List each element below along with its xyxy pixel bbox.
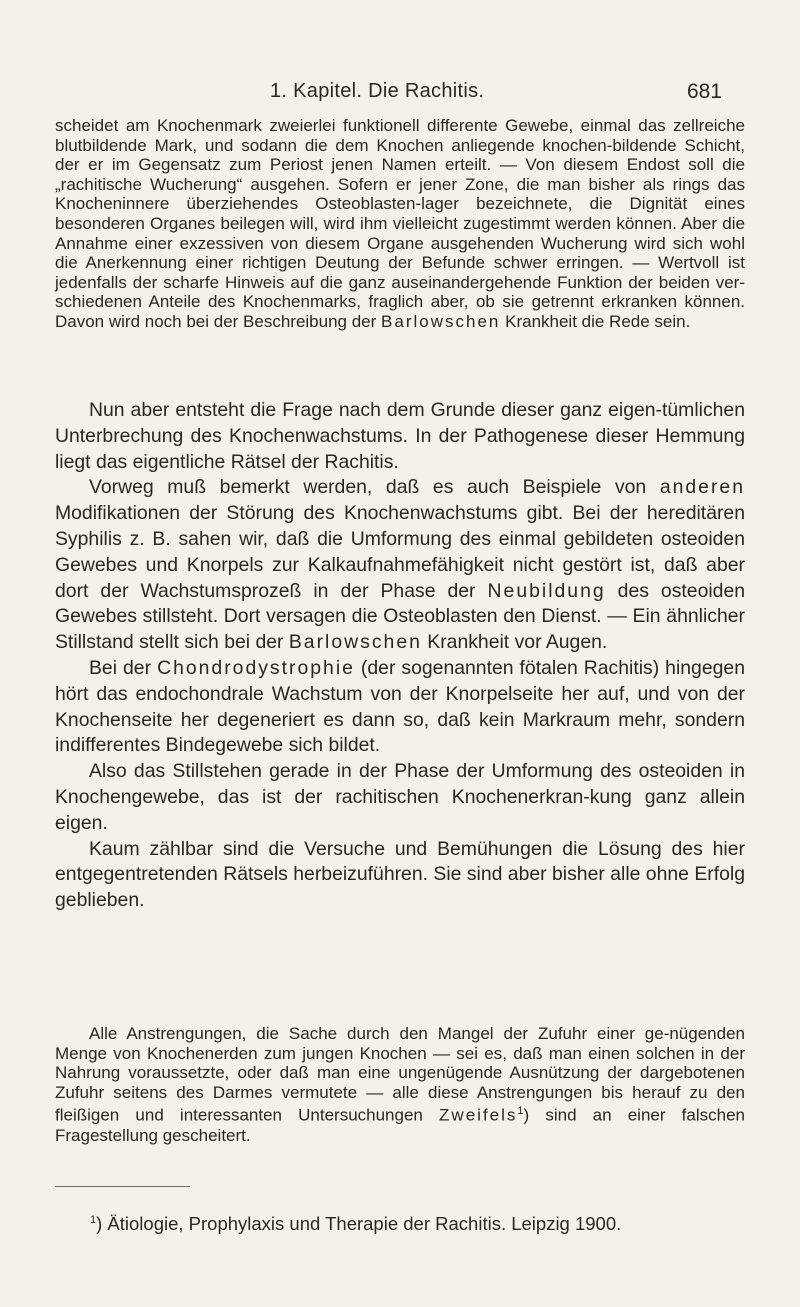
paragraph-4-end: (der sogenannten fötalen Rachitis) hingegen hört das endochondrale Wachstum von der Knorpelseite her auf, und von der Knochenseite her degeneriert es dann so, daß kein Markraum mehr, sondern indifferentes Bindegewebe sich bildet. [55, 656, 745, 757]
paragraph-4 [55, 656, 745, 759]
main-body [55, 398, 745, 914]
paragraph-4-emphasis: Chondrodystrophie [157, 656, 355, 679]
paragraph-1-end: Krankheit die Rede sein. [505, 311, 691, 331]
footnote-text: ) Ätiologie, Prophylaxis und Therapie der Rachitis. Leipzig 1900. [96, 1213, 622, 1234]
footnote-mark: 1 [90, 1213, 97, 1226]
paragraph-2: Nun aber entsteht die Frage nach dem Grunde dieser ganz eigen-tümlichen Unterbrechung des Knochenwachstums. In der Pathogenese dieser Hemmung liegt das eigentliche Rätsel der Rachitis. [55, 399, 745, 473]
footnote-divider [55, 1186, 190, 1187]
paragraph-7-name: Zweifels [439, 1106, 518, 1126]
paragraph-7-text: Alle Anstrengungen, die Sache durch den Mangel der Zufuhr einer ge-nügenden Menge von Knochenerden zum jungen Knochen — sei es, daß man einen solchen in der Nahrung voraussetzte, oder daß man eine ungenügende Ausnützung der dargebotenen Zufuhr seitens des Darmes vermutete — alle diese Anstrengungen bis herauf zu den fleißigen und interessanten Untersuchungen [55, 1024, 745, 1126]
paragraph-3 [55, 475, 745, 656]
paragraph-1-text: scheidet am Knochenmark zweierlei funktionell differente Gewebe, einmal das zellreiche blutbildende Mark, und sodann die dem Knochen anliegende knochen-bildende Schicht, der er im Gegensatz zum Periost jenen Namen erteilt. — Von diesem Endost soll die „rachitische Wucherung“ ausgehen. Sofern er jener Zone, die man bisher als rings das Knocheninnere überziehendes Osteoblasten-lager bezeichnete, die Dignität eines besonderen Organes beilegen will, wird ihm vielleicht zugestimmt werden können. Aber die Annahme einer exzessiven von diesem Organe ausgehenden Wucherung wird sich wohl die Anerkennung einer richtigen Deutung der Befunde schwer erringen. — Wertvoll ist jedenfalls der scharfe Hinweis auf die ganz auseinandergehende Funktion der beiden ver-schiedenen Anteile des Knochenmarks, fraglich aber, ob sie getrennt erkranken können. Davon wird noch bei der Beschreibung der [55, 116, 745, 331]
paragraph-7-block [55, 1024, 745, 1145]
paragraph-5: Also das Stillstehen gerade in der Phase der Umformung des osteoiden in Knochengewebe, das ist der rachitischen Knochenerkran-kung ganz allein eigen. [55, 760, 745, 834]
page-number: 681 [686, 80, 722, 103]
paragraph-3-start: Vorweg muß bemerkt werden, daß es auch Beispiele von [89, 476, 647, 499]
footnote [90, 1213, 750, 1235]
paragraph-1-name: Barlowschen [381, 311, 501, 331]
running-title: 1. Kapitel. Die Rachitis. [270, 80, 485, 102]
paragraph-3-emphasis-2: Neubildung [487, 579, 606, 602]
paragraph-3-end: Krankheit vor Augen. [427, 631, 608, 654]
paragraph-3-emphasis-3: Barlowschen [288, 631, 422, 654]
paragraph-3-mid-2: des osteoiden Gewebes stillsteht. Dort versagen die Osteoblasten den Dienst. — Ein ähnlicher Stillstand stellt sich bei der [55, 579, 746, 654]
paragraph-6: Kaum zählbar sind die Versuche und Bemühungen die Lösung des hier entgegentretenden Rätsels herbeizuführen. Sie sind aber bisher alle ohne Erfolg geblieben. [55, 837, 745, 912]
paragraph-1 [55, 116, 745, 332]
paragraph-7-end: ) sind an einer falschen Fragestellung gescheitert. [55, 1106, 745, 1145]
paragraph-3-emphasis-1: anderen [659, 476, 745, 499]
paragraph-3-mid: Modifikationen der Störung des Knochenwachstums gibt. Bei der hereditären Syphilis z. B. sahen wir, daß die Umformung des einmal gebildeten osteoiden Gewebes und Knorpels zur Kalkaufnahmefähigkeit nicht gestört ist, daß aber dort der Wachstumsprozeß in der Phase der [55, 502, 745, 602]
footnote-reference: 1 [517, 1105, 524, 1118]
paragraph-4-start: Bei der [89, 656, 152, 679]
paragraph-7 [55, 1024, 745, 1145]
